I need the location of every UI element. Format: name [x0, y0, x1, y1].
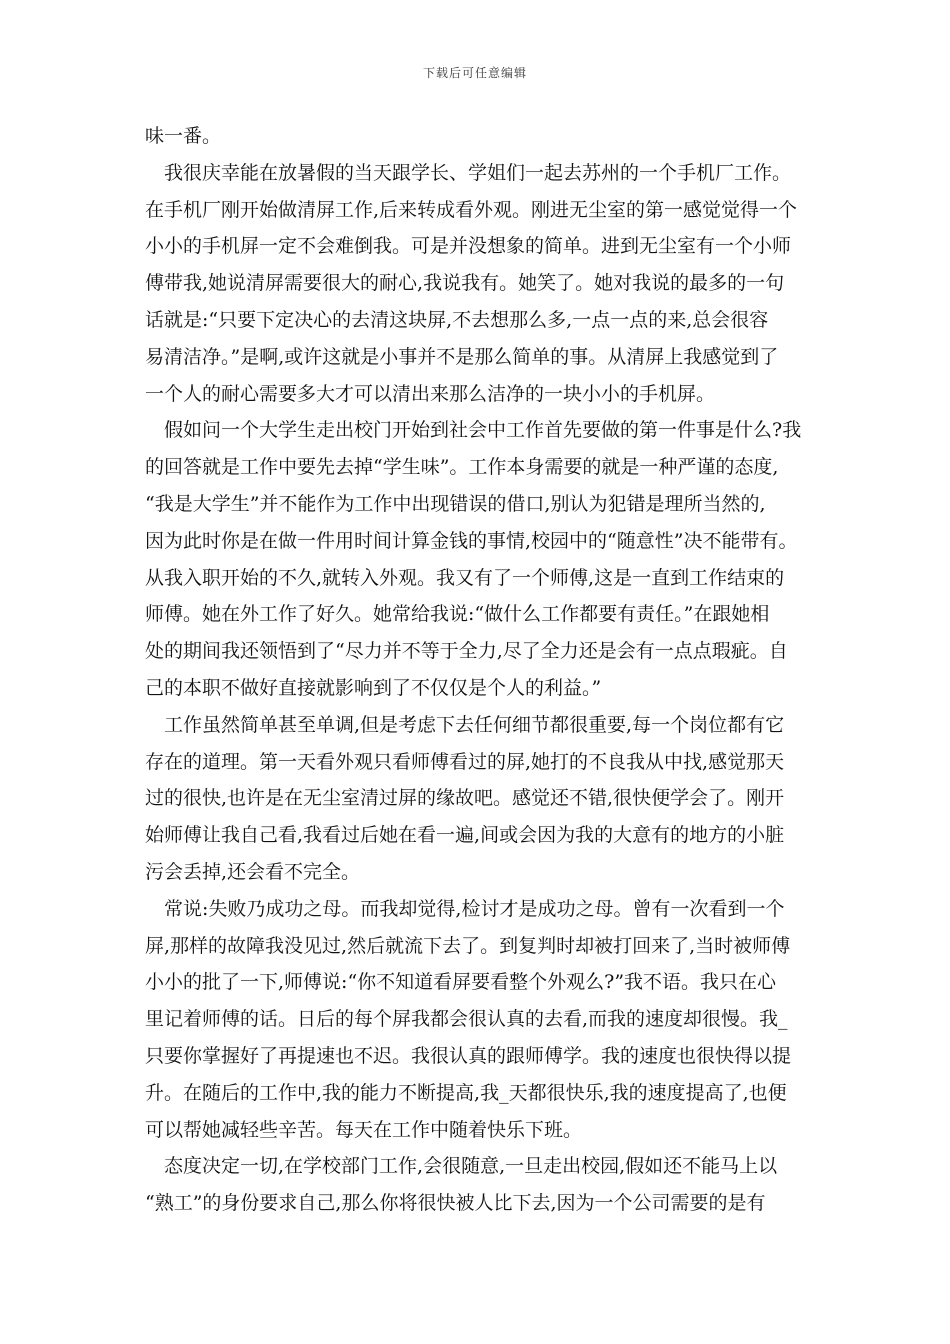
- text-line: 因为此时你是在做一件用时间计算金钱的事情,校园中的“随意性”决不能带有。: [145, 529, 798, 552]
- text-line: 屏,那样的故障我没见过,然后就流下去了。到复判时却被打回来了,当时被师傅: [145, 934, 791, 957]
- text-line: 始师傅让我自己看,我看过后她在看一遍,间或会因为我的大意有的地方的小脏: [145, 824, 785, 847]
- text-line: 小小的批了一下,师傅说:“你不知道看屏要看整个外观么?”我不语。我只在心: [145, 971, 777, 994]
- text-line: 可以帮她减轻些辛苦。每天在工作中随着快乐下班。: [145, 1118, 583, 1141]
- text-line: 存在的道理。第一天看外观只看师傅看过的屏,她打的不良我从中找,感觉那天: [145, 750, 785, 773]
- text-line: 过的很快,也许是在无尘室清过屏的缘故吧。感觉还不错,很快便学会了。刚开: [145, 787, 785, 810]
- text-line: 小小的手机屏一定不会难倒我。可是并没想象的简单。进到无尘室有一个小师: [145, 235, 792, 258]
- text-line: 在手机厂刚开始做清屏工作,后来转成看外观。刚进无尘室的第一感觉觉得一个: [145, 198, 798, 221]
- text-line: 味一番。: [145, 125, 222, 147]
- text-line: 假如问一个大学生走出校门开始到社会中工作首先要做的第一件事是什么?我: [164, 419, 802, 442]
- text-line: 处的期间我还领悟到了“尽力并不等于全力,尽了全力还是会有一点点瑕疵。自: [145, 640, 788, 663]
- text-line: “我是大学生”并不能作为工作中出现错误的借口,别认为犯错是理所当然的,: [145, 492, 766, 515]
- page-header: 下载后可任意编辑: [422, 66, 527, 80]
- text-line: 污会丢掉,还会看不完全。: [145, 860, 361, 883]
- text-line: 升。在随后的工作中,我的能力不断提高,我_天都很快乐,我的速度提高了,也便: [145, 1081, 787, 1104]
- text-line: 工作虽然简单甚至单调,但是考虑下去任何细节都很重要,每一个岗位都有它: [164, 713, 785, 736]
- text-line: 师傅。她在外工作了好久。她常给我说:“做什么工作都要有责任。”在跟她相: [145, 603, 770, 626]
- text-line: 常说:失败乃成功之母。而我却觉得,检讨才是成功之母。曾有一次看到一个: [164, 897, 785, 920]
- text-line: 己的本职不做好直接就影响到了不仅仅是个人的利益。”: [145, 676, 602, 699]
- text-line: 我很庆幸能在放暑假的当天跟学长、学姐们一起去苏州的一个手机厂工作。: [164, 161, 792, 184]
- text-line: 傅带我,她说清屏需要很大的耐心,我说我有。她笑了。她对我说的最多的一句: [145, 272, 785, 295]
- text-line: 里记着师傅的话。日后的每个屏我都会很认真的去看,而我的速度却很慢。我_: [145, 1008, 788, 1031]
- body-text: [145, 118, 819, 1222]
- text-line: 易清洁净。”是啊,或许这就是小事并不是那么简单的事。从清屏上我感觉到了: [145, 345, 779, 368]
- text-line: “熟工”的身份要求自己,那么你将很快被人比下去,因为一个公司需要的是有: [145, 1192, 766, 1215]
- text-line: 从我入职开始的不久,就转入外观。我又有了一个师傅,这是一直到工作结束的: [145, 566, 785, 589]
- text-line: 一个人的耐心需要多大才可以清出来那么洁净的一块小小的手机屏。: [145, 382, 716, 405]
- text-line: 话就是:“只要下定决心的去清这块屏,不去想那么多,一点一点的来,总会很容: [145, 308, 769, 331]
- text-line: 态度决定一切,在学校部门工作,会很随意,一旦走出校园,假如还不能马上以: [164, 1155, 778, 1178]
- text-line: 的回答就是工作中要先去掉“学生味”。工作本身需要的就是一种严谨的态度,: [145, 456, 779, 479]
- text-line: 只要你掌握好了再提速也不迟。我很认真的跟师傅学。我的速度也很快得以提: [145, 1044, 792, 1067]
